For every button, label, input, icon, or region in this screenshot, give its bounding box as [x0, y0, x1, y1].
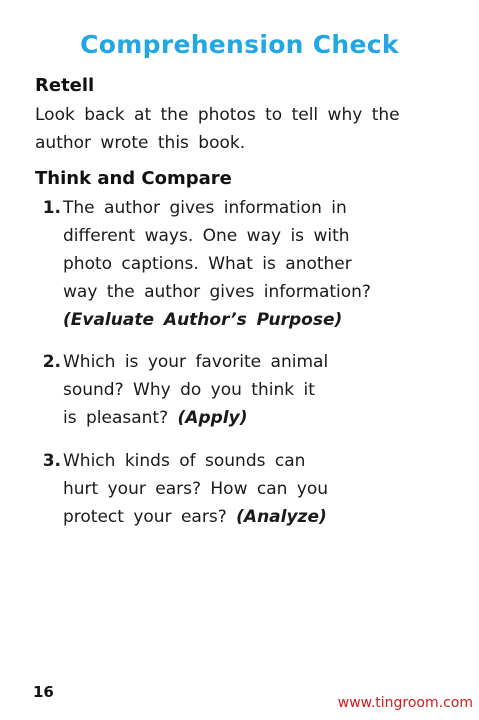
- question-line: Which is your favorite animal: [63, 352, 329, 372]
- question-tag-prefix: is pleasant?: [63, 408, 178, 428]
- question-number: 3.: [42, 451, 61, 471]
- question-text: [63, 194, 433, 334]
- question-number: 2.: [42, 352, 61, 372]
- question-line: way the author gives information?: [63, 282, 371, 302]
- question-tag-prefix: protect your ears?: [63, 507, 237, 527]
- question-tag-line: [63, 306, 433, 334]
- question-line: hurt your ears? How can you: [63, 479, 329, 499]
- question-skill-tag: (Evaluate Author’s Purpose): [63, 310, 343, 330]
- question-skill-tag: (Apply): [177, 408, 248, 428]
- question-number: 1.: [42, 198, 61, 218]
- question-text: [63, 447, 433, 531]
- page-title: Comprehension Check: [80, 30, 399, 59]
- question-line: different ways. One way is with: [63, 226, 350, 246]
- question-line: Which kinds of sounds can: [63, 451, 306, 471]
- question-text: [63, 348, 433, 432]
- page-number: 16: [33, 683, 54, 701]
- question-skill-tag: (Analyze): [236, 507, 327, 527]
- watermark-url: www.tingroom.com: [337, 695, 473, 711]
- question-tag-line: [63, 503, 433, 531]
- think-compare-heading: Think and Compare: [35, 168, 232, 189]
- question-line: photo captions. What is another: [63, 254, 352, 274]
- retell-line: Look back at the photos to tell why the: [35, 105, 400, 125]
- retell-line: author wrote this book.: [35, 133, 246, 153]
- question-tag-line: [63, 404, 433, 432]
- retell-heading: Retell: [35, 75, 95, 96]
- question-line: sound? Why do you think it: [63, 380, 315, 400]
- question-line: The author gives information in: [63, 198, 347, 218]
- retell-text: [35, 101, 435, 157]
